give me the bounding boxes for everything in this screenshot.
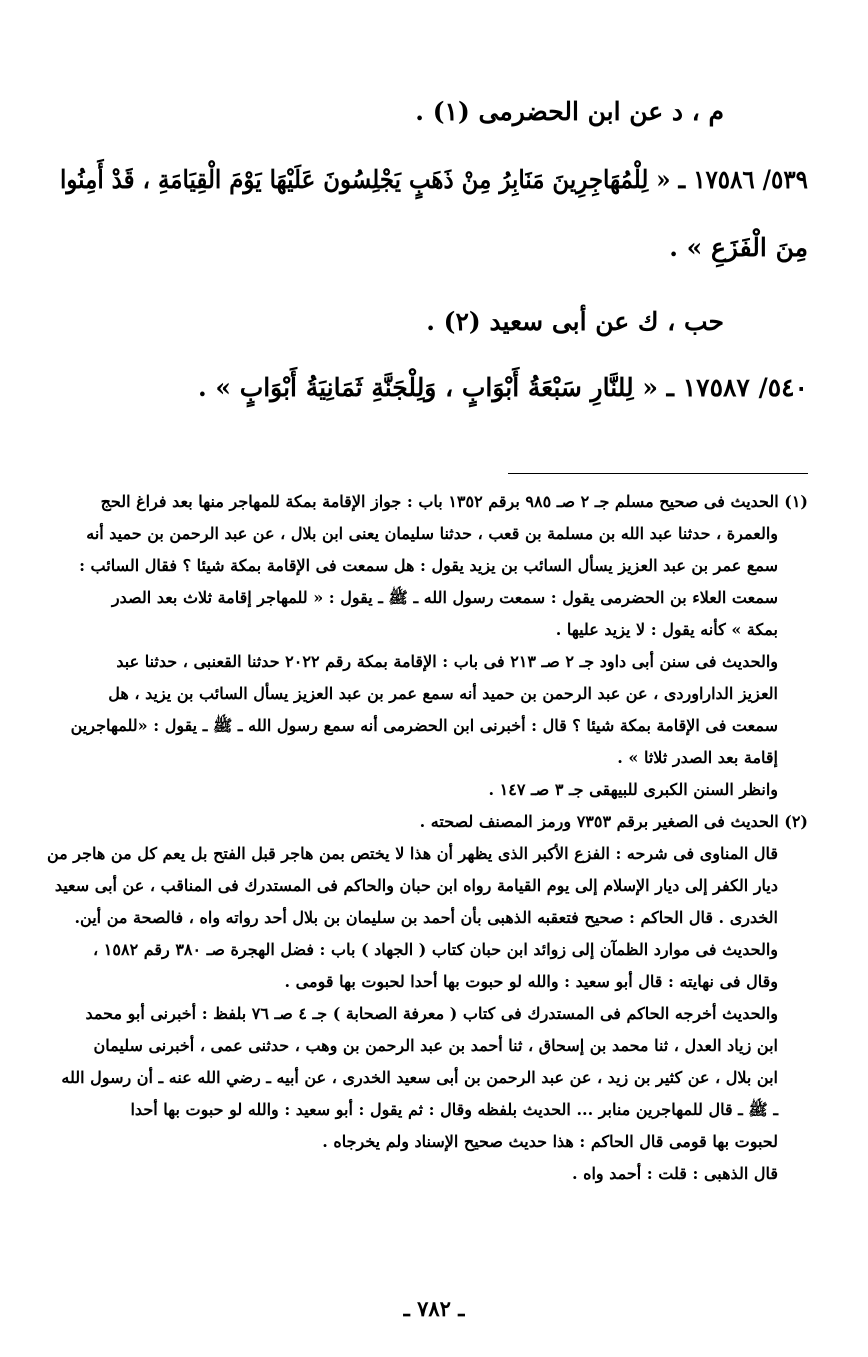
footnote-line: إقامة بعد الصدر ثلاثا » . [617, 748, 778, 767]
footnotes [30, 486, 808, 1190]
source-reference-2: حب ، ك عن أبى سعيد (٢) . [426, 307, 724, 336]
footnote-line: ابن بلال ، عن كثير بن زيد ، عن عبد الرحمن بن أبى سعيد الخدرى ، عن أبيه ـ رضي الله عنه ـ أن رسول الله [61, 1068, 778, 1087]
footnote-line: والحديث فى موارد الظمآن إلى زوائد ابن حبان كتاب ( الجهاد ) باب : فضل الهجرة صـ ٣٨٠ رقم ١٥٨٢ ، [93, 940, 778, 959]
footnote-line: (٢) الحديث فى الصغير برقم ٧٣٥٣ ورمز المصنف لصحته . [419, 812, 808, 831]
page-number: ـ ٧٨٢ ـ [403, 1296, 465, 1321]
footnote-line: وانظر السنن الكبرى للبيهقى جـ ٣ صـ ١٤٧ . [488, 780, 778, 799]
footnote-line: لحبوت بها قومى قال الحاكم : هذا حديث صحيح الإسناد ولم يخرجاه . [322, 1132, 778, 1151]
footnote-line: سمعت فى الإقامة بمكة شيئا ؟ قال : أخبرنى ابن الحضرمى أنه سمع رسول الله ـ ﷺ ـ يقول : «للمهاجرين [70, 716, 778, 735]
footnote-line: الخدرى . قال الحاكم : صحيح فتعقبه الذهبى بأن أحمد بن سليمان بن بلال أحد رواته واه ، فالصحة من أين. [74, 908, 778, 927]
footnote-line: سمع عمر بن عبد العزيز يسأل السائب بن يزيد يقول : هل سمعت فى الإقامة بمكة شيئا ؟ فقال السائب : [79, 556, 778, 575]
footnote-line: ديار الكفر إلى ديار الإسلام إلى يوم القيامة رواه ابن حبان والحاكم فى المستدرك فى المناقب ، عن أبى سعيد [54, 876, 778, 895]
footnote-line: بمكة » كأنه يقول : لا يزيد عليها . [555, 620, 778, 639]
footnote-separator [508, 473, 808, 474]
footnote-line: (١) الحديث فى صحيح مسلم جـ ٢ صـ ٩٨٥ برقم ١٣٥٢ باب : جواز الإقامة بمكة للمهاجر منها بعد فراغ الحج [100, 492, 808, 511]
footnote-2 [30, 806, 808, 1190]
footnote-line: العزيز الداراوردى ، عن عبد الرحمن بن حميد أنه سمع عمر بن عبد العزيز يسأل السائب بن يزيد ، هل [108, 684, 778, 703]
footnote-line: ـ ﷺ ـ قال للمهاجرين منابر ... الحديث بلفظه وقال : ثم يقول : أبو سعيد : والله لو حبوت بها أحدا [130, 1100, 778, 1119]
footnote-line: وقال فى نهايته : قال أبو سعيد : والله لو حبوت بها أحدا لحبوت بها قومى . [284, 972, 778, 991]
footnote-line: ابن زياد العدل ، ثنا محمد بن إسحاق ، ثنا أحمد بن عبد الرحمن بن وهب ، حدثنى عمى ، أخبرنى سليمان [93, 1036, 778, 1055]
footnote-line: سمعت العلاء بن الحضرمى يقول : سمعت رسول الله ـ ﷺ ـ يقول : « للمهاجر إقامة ثلاث بعد الصدر [111, 588, 778, 607]
footnote-line: والحديث فى سنن أبى داود جـ ٢ صـ ٢١٣ فى باب : الإقامة بمكة رقم ٢٠٢٢ حدثنا القعنبى ، حدثنا عبد [116, 652, 778, 671]
footnote-line: والحديث أخرجه الحاكم فى المستدرك فى كتاب ( معرفة الصحابة ) جـ ٤ صـ ٧٦ بلفظ : أخبرنى أبو محمد [85, 1004, 778, 1023]
hadith-539-line-2: مِنَ الْفَزَعِ » . [669, 233, 808, 262]
source-reference-1: م ، د عن ابن الحضرمى (١) . [415, 97, 724, 126]
footnote-1 [30, 486, 808, 806]
hadith-539-line-1: ٥٣٩/ ١٧٥٨٦ ـ « لِلْمُهَاجِرِينَ مَنَابِرُ مِنْ ذَهَبٍ يَجْلِسُونَ عَلَيْهَا يَوْمَ الْقِيَامَةِ ، قَدْ أَمِنُوا [60, 165, 808, 194]
hadith-540: ٥٤٠/ ١٧٥٨٧ ـ « لِلنَّارِ سَبْعَةُ أَبْوَابٍ ، وَلِلْجَنَّةِ ثَمَانِيَةُ أَبْوَابٍ » . [197, 373, 808, 402]
footnote-line: قال المناوى فى شرحه : الفزع الأكبر الذى يظهر أن هذا لا يختص بمن هاجر قبل الفتح بل يعم كل من هاجر من [46, 844, 778, 863]
footnote-line: قال الذهبى : قلت : أحمد واه . [571, 1164, 778, 1183]
footnote-line: والعمرة ، حدثنا عبد الله بن مسلمة بن قعب ، حدثنا سليمان يعنى ابن بلال ، عن عبد الرحمن بن حميد أنه [86, 524, 778, 543]
